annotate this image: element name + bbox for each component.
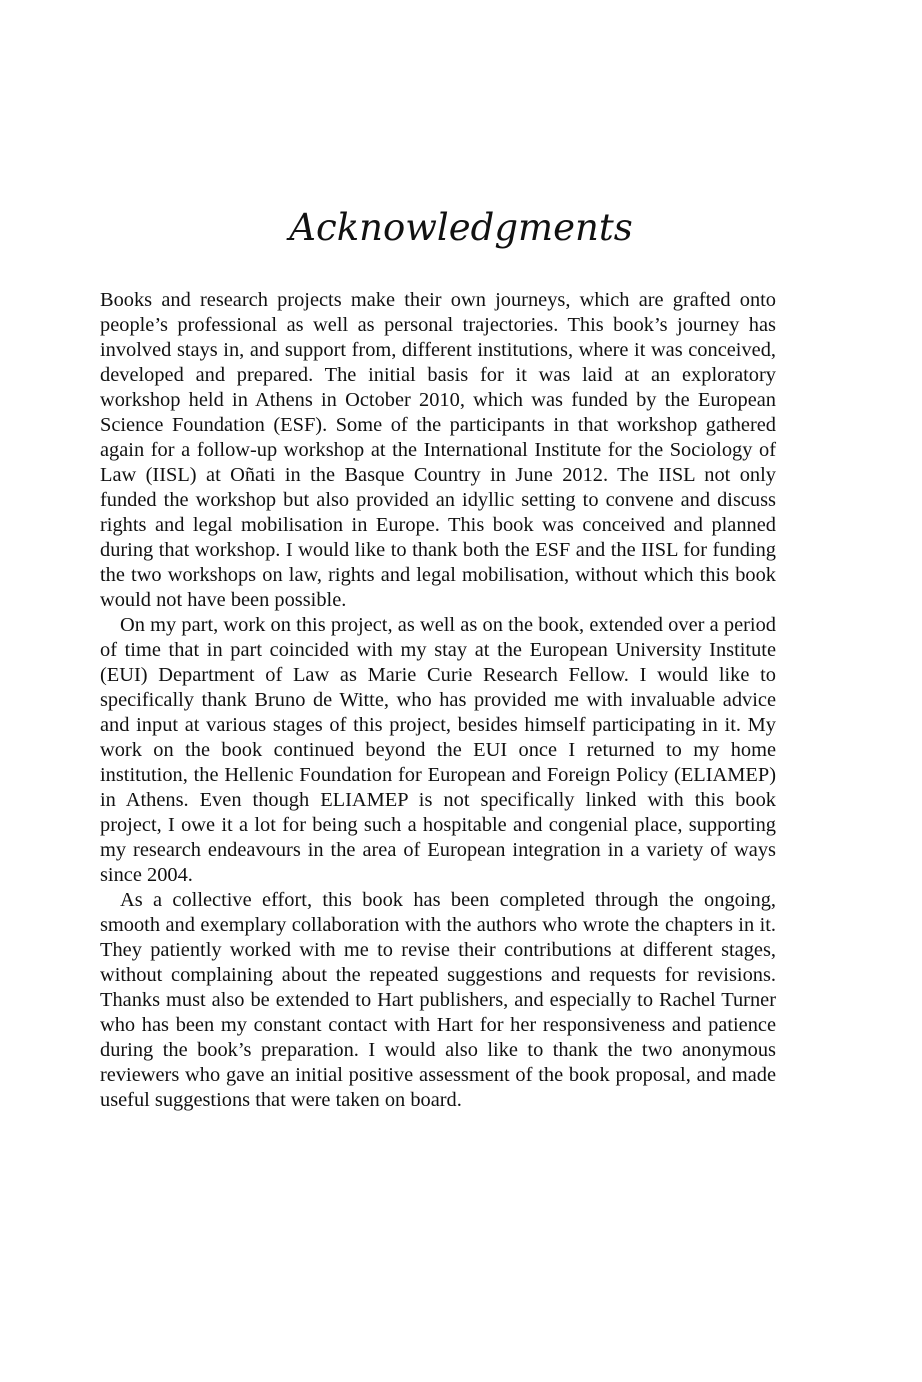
paragraph-3: As a collective effort, this book has been completed through the ongoing, smooth and exemplary collaboration with the authors who wrote the chapters in it. They patiently worked with me to revise their contributions at different stages, without complaining about the repeated suggestions and requests for revisions. Thanks must also be extended to Hart publishers, and especially to Rachel Turner who has been my constant contact with Hart for her responsiveness and patience during the book’s preparation. I would also like to thank the two anonymous reviewers who gave an initial positive assessment of the book proposal, and made useful suggestions that were taken on board. xyxy=(100,889,776,1111)
paragraph-1: Books and research projects make their own journeys, which are grafted onto people’s professional as well as personal trajectories. This book’s journey has involved stays in, and support from, different institutions, where it was conceived, developed and prepared. The initial basis for it was laid at an exploratory workshop held in Athens in October 2010, which was funded by the European Science Foundation (ESF). Some of the participants in that workshop gathered again for a follow-up workshop at the International Institute for the Sociology of Law (IISL) at Oñati in the Basque Country in June 2012. The IISL not only funded the workshop but also provided an idyllic setting to convene and discuss rights and legal mobilisation in Europe. This book was conceived and planned during that workshop. I would like to thank both the ESF and the IISL for funding the two workshops on law, rights and legal mobilisation, without which this book would not have been possible. xyxy=(100,289,776,611)
body-text xyxy=(100,288,776,1113)
paragraph-2: On my part, work on this project, as well as on the book, extended over a period of time that in part coincided with my stay at the European University Institute (EUI) Department of Law as Marie Curie Research Fellow. I would like to specifically thank Bruno de Witte, who has provided me with invaluable advice and input at various stages of this project, besides himself participating in it. My work on the book continued beyond the EUI once I returned to my home institution, the Hellenic Foundation for European and Foreign Policy (ELIAMEP) in Athens. Even though ELIAMEP is not specifically linked with this book project, I owe it a lot for being such a hospitable and congenial place, supporting my research endeavours in the area of European integration in a variety of ways since 2004. xyxy=(100,614,776,886)
page-title: Acknowledgments xyxy=(289,206,633,249)
